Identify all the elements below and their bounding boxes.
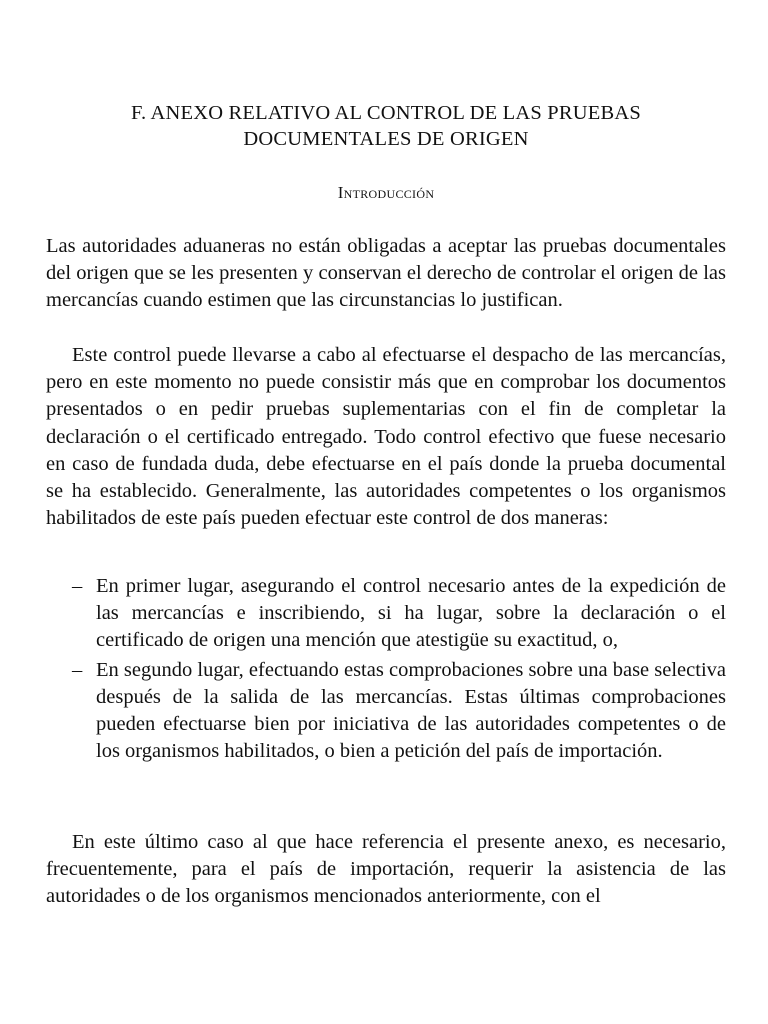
paragraph-closing: En este último caso al que hace referencia el presente anexo, es necesario, frecuentemente, para el país de importación, requerir la asistencia de las autoridades o de los organismos mencionados anteriormente, con el [46,831,726,908]
list-item [46,657,726,766]
page-title: F. ANEXO RELATIVO AL CONTROL DE LAS PRUEBAS DOCUMENTALES DE ORIGEN [131,102,641,150]
paragraph-intro: Las autoridades aduaneras no están obligadas a aceptar las pruebas documentales del origen que se les presenten y conservan el derecho de controlar el origen de las mercancías cuando estimen que las circunstancias lo justifican. [46,235,726,312]
methods-list [46,573,726,767]
list-item-text: En primer lugar, asegurando el control necesario antes de la expedición de las mercancías e inscribiendo, si ha lugar, sobre la declaración o el certificado de origen una mención que atestigüe su exactitud, o, [96,575,726,652]
list-dash: – [72,575,83,597]
paragraph-control: Este control puede llevarse a cabo al efectuarse el despacho de las mercancías, pero en este momento no puede consistir más que en comprobar los documentos presentados o en pedir pruebas suplementarias con el fin de completar la declaración o el certificado entregado. Todo control efectivo que fuese necesario en caso de fundada duda, debe efectuarse en el país donde la prueba documental se ha establecido. Generalmente, las autoridades competentes o los organismos habilitados de este país pueden efectuar este control de dos maneras: [46,344,726,530]
list-item [46,573,726,655]
section-subtitle: Introducción [337,183,435,202]
list-dash: – [72,658,83,681]
list-item-text: En segundo lugar, efectuando estas comprobaciones sobre una base selectiva después de la salida de las mercancías. Estas últimas comprobaciones pueden efectuarse bien por iniciativa de las autoridades competentes o de los organismos habilitados, o bien a petición del país de importación. [96,658,726,763]
